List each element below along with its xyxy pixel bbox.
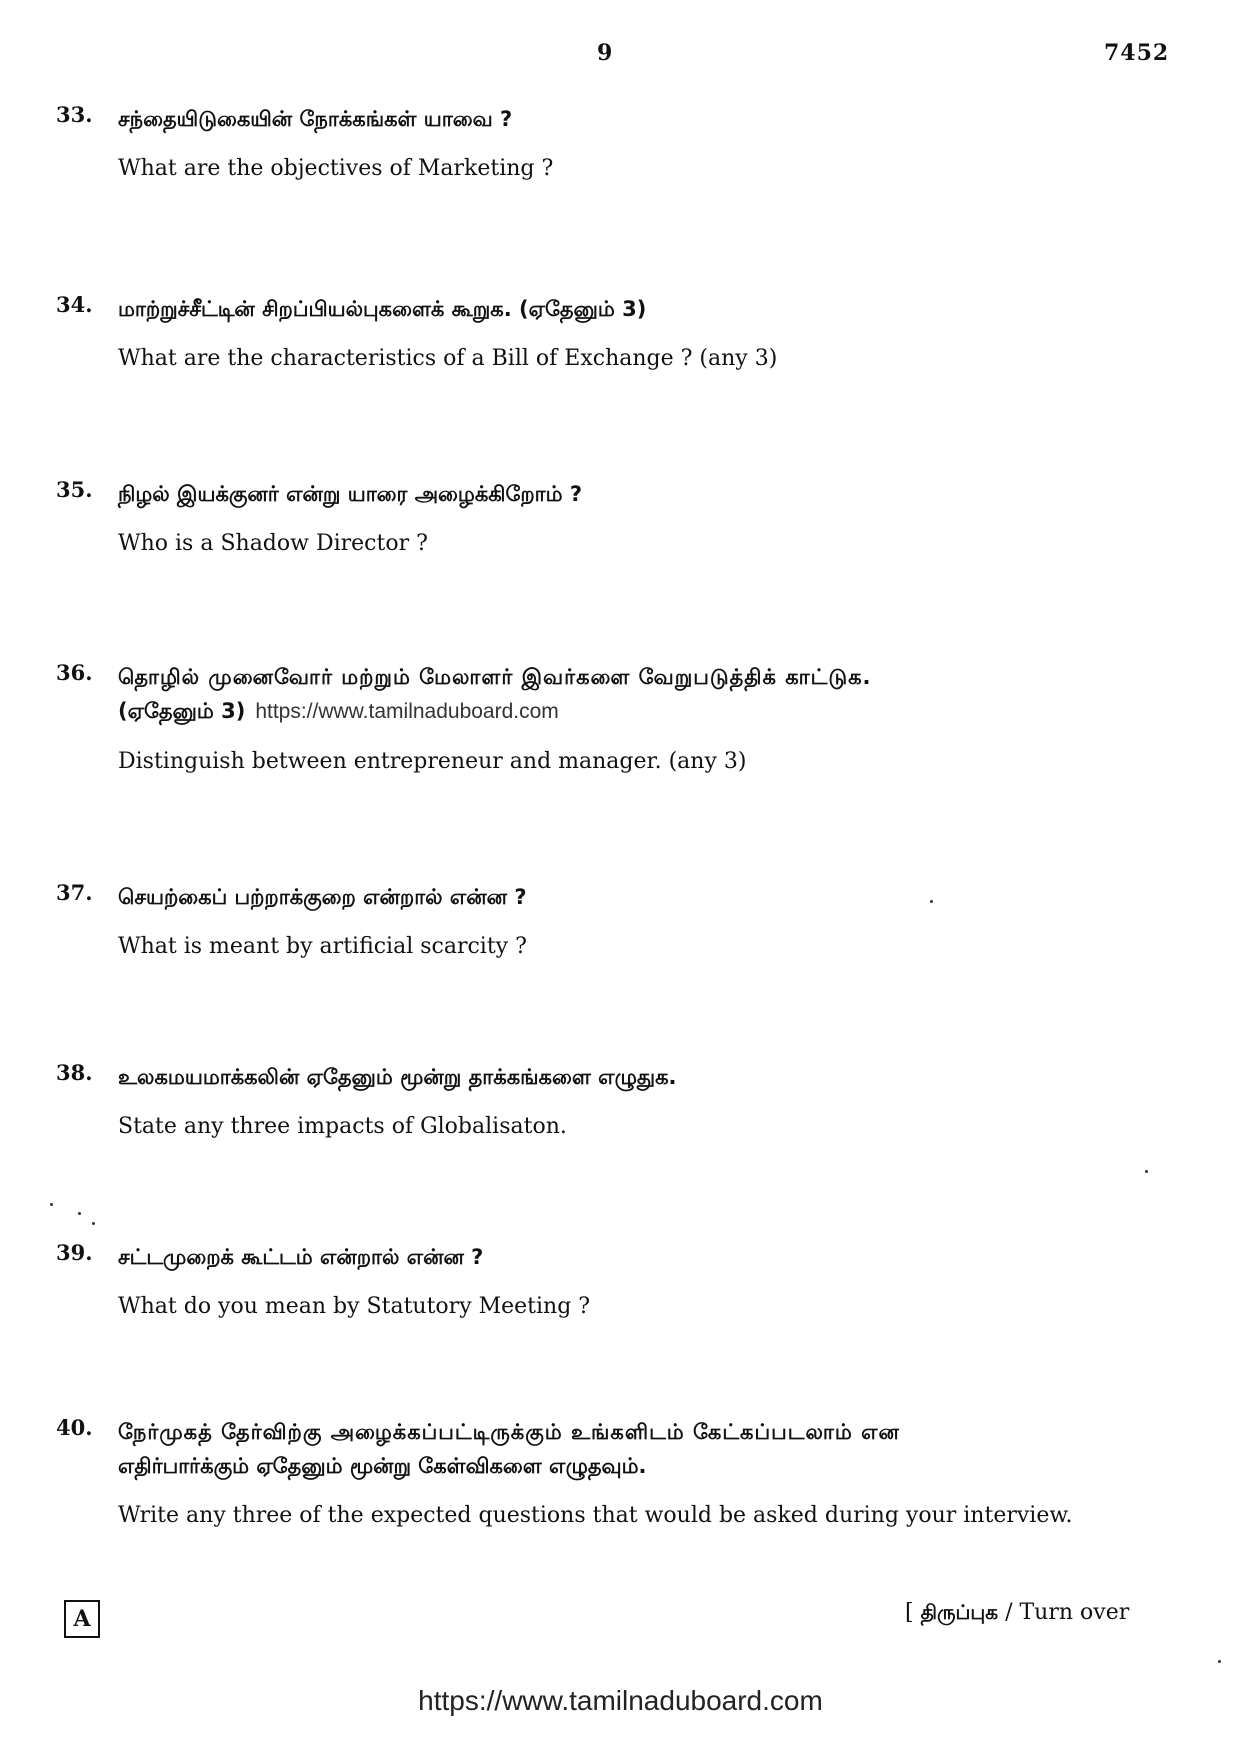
question-english-text: What are the characteristics of a Bill of Exchange ? (any 3) <box>118 346 778 371</box>
question-english-text: What is meant by artificial scarcity ? <box>118 934 527 959</box>
question-english-text: What are the objectives of Marketing ? <box>118 156 554 181</box>
question-english-text: State any three impacts of Globalisaton. <box>118 1114 567 1139</box>
question-33 <box>56 102 1156 184</box>
question-35 <box>56 477 1156 559</box>
question-tamil-text: உலகமயமாக்கலின் ஏதேனும் மூன்று தாக்கங்களை எழுதுக. <box>118 1065 677 1089</box>
turn-over-bracket: [ <box>905 1600 914 1625</box>
question-tamil-text-line-2 <box>118 694 1156 729</box>
question-english-text: Write any three of the expected questions that would be asked during your interview. <box>118 1503 1073 1528</box>
question-tamil-text: சட்டமுறைக் கூட்டம் என்றால் என்ன ? <box>118 1245 484 1269</box>
question-english-text: Distinguish between entrepreneur and manager. (any 3) <box>118 749 747 774</box>
question-number: 38. <box>56 1060 93 1085</box>
question-number: 34. <box>56 292 93 317</box>
question-tamil-text-line-1: நேர்முகத் தேர்விற்கு அழைக்கப்பட்டிருக்கும் உங்களிடம் கேட்கப்படலாம் என <box>118 1420 900 1444</box>
turn-over-english: Turn over <box>1019 1600 1130 1625</box>
turn-over-tamil: திருப்புக <box>920 1600 999 1624</box>
question-tamil-text-line-1: தொழில் முனைவோர் மற்றும் மேலாளர் இவர்களை வேறுபடுத்திக் காட்டுக. <box>118 665 872 689</box>
question-number: 39. <box>56 1240 93 1265</box>
question-number: 35. <box>56 477 93 502</box>
question-tamil-text: மாற்றுச்சீட்டின் சிறப்பியல்புகளைக் கூறுக. (ஏதேனும் 3) <box>118 297 647 321</box>
scan-speck <box>930 900 933 903</box>
question-number: 33. <box>56 102 93 127</box>
question-37 <box>56 880 1156 962</box>
inline-watermark-link: https://www.tamilnaduboard.com <box>255 700 559 723</box>
question-tamil-text: சந்தையிடுகையின் நோக்கங்கள் யாவை ? <box>118 107 513 131</box>
scan-speck <box>1145 1170 1148 1173</box>
turn-over-note <box>905 1600 1129 1627</box>
question-36 <box>56 660 1156 777</box>
question-english-text: Who is a Shadow Director ? <box>118 531 428 556</box>
scan-speck <box>78 1212 81 1215</box>
paper-code: 7452 <box>1104 40 1170 66</box>
question-tamil-text: நிழல் இயக்குனர் என்று யாரை அழைக்கிறோம் ? <box>118 482 583 506</box>
scan-speck <box>1218 1660 1221 1663</box>
page-number: 9 <box>597 40 613 66</box>
question-tamil-text: செயற்கைப் பற்றாக்குறை என்றால் என்ன ? <box>118 885 527 909</box>
question-number: 40. <box>56 1415 93 1440</box>
version-box: A <box>64 1600 100 1638</box>
question-tamil-text-line-2: எதிர்பார்க்கும் ஏதேனும் மூன்று கேள்விகளை எழுதவும். <box>118 1454 647 1478</box>
question-number: 36. <box>56 660 93 685</box>
scan-speck <box>50 1203 53 1206</box>
scan-speck <box>92 1222 95 1225</box>
question-38 <box>56 1060 1156 1142</box>
footer-watermark-link: https://www.tamilnaduboard.com <box>418 1685 823 1716</box>
question-40 <box>56 1415 1156 1531</box>
any-three-note: (ஏதேனும் 3) <box>118 699 246 723</box>
question-34 <box>56 292 1156 374</box>
question-39 <box>56 1240 1156 1322</box>
question-number: 37. <box>56 880 93 905</box>
question-english-text: What do you mean by Statutory Meeting ? <box>118 1294 591 1319</box>
turn-over-separator: / <box>1005 1600 1013 1625</box>
